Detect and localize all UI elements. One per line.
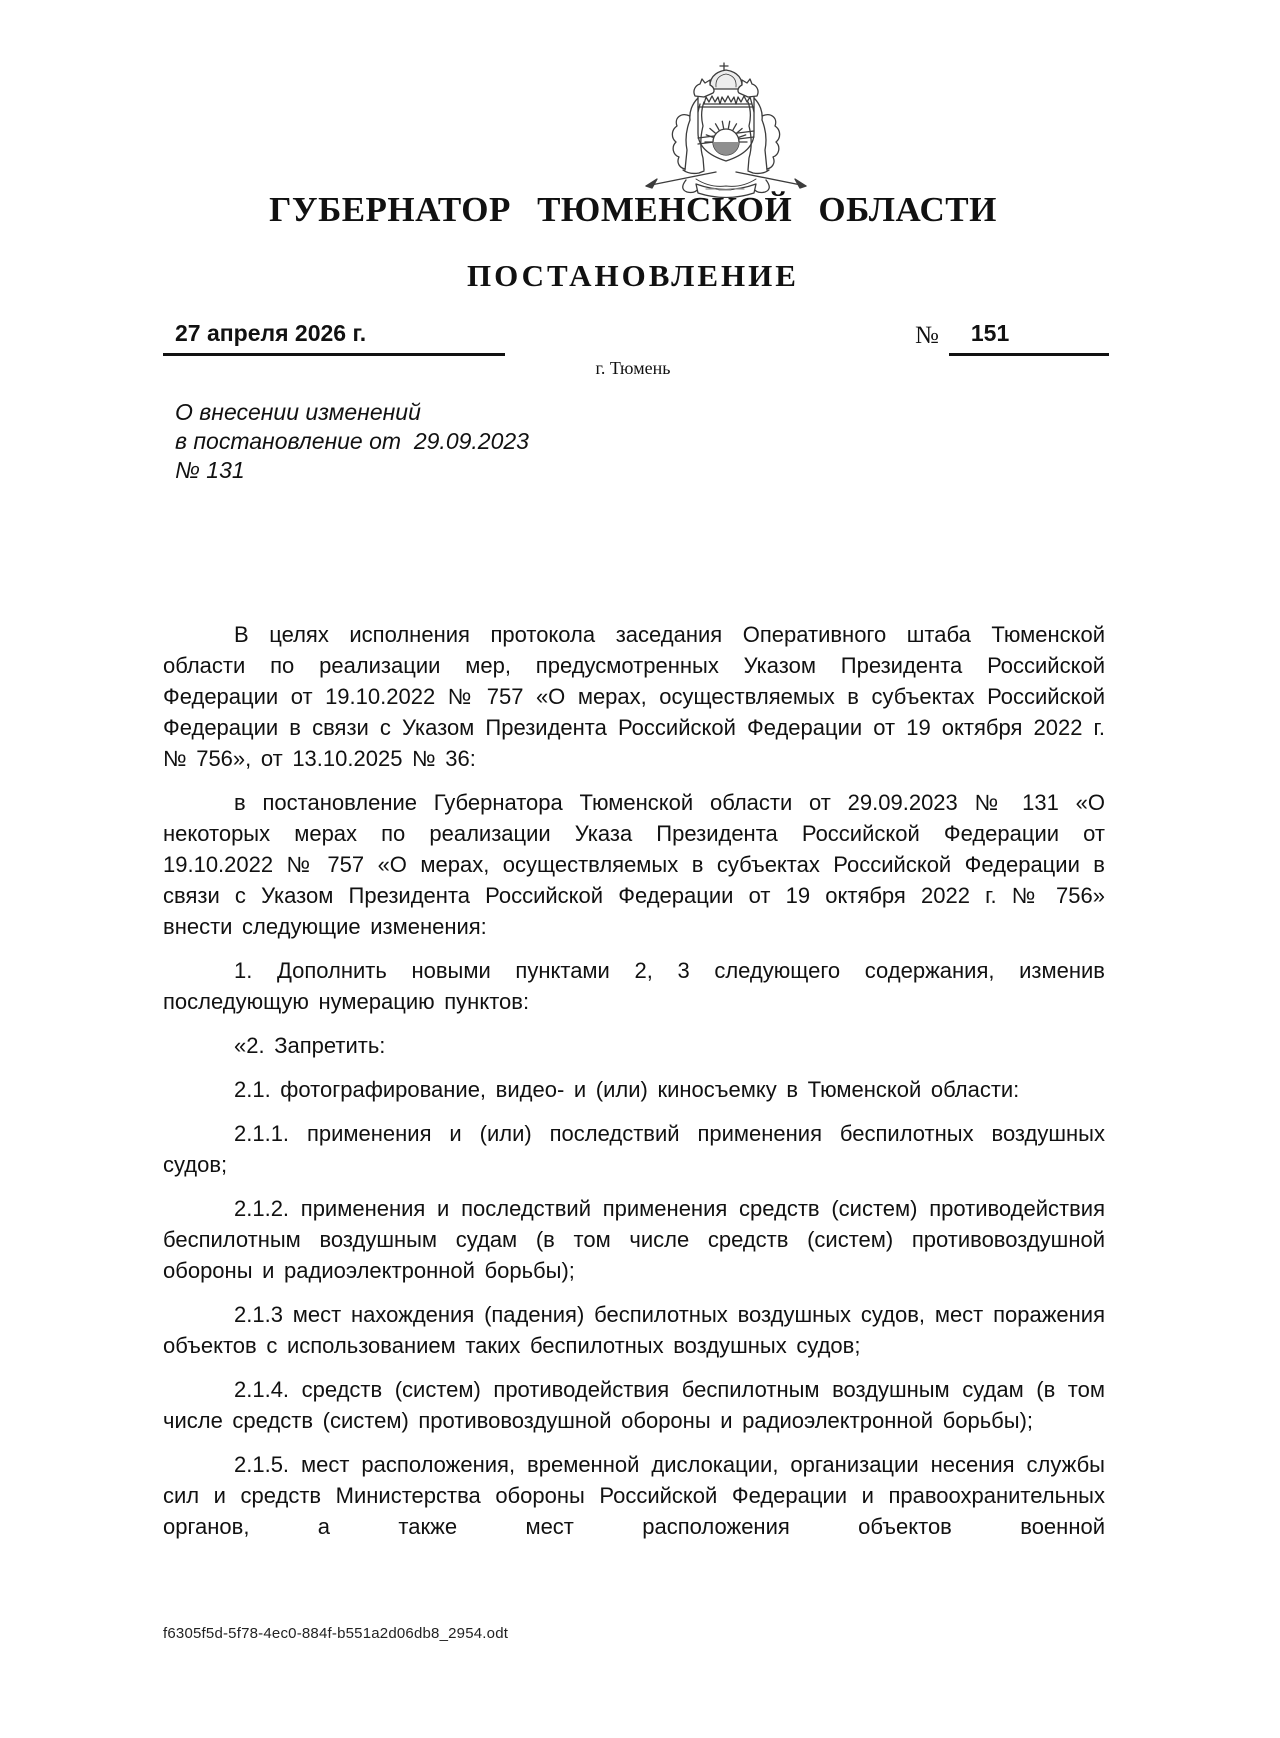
subject-line: О внесении изменений: [175, 399, 421, 425]
crossed-arrows: [646, 172, 806, 188]
body-paragraph: 1. Дополнить новыми пунктами 2, 3 следующего содержания, изменив последующую нумерацию пунктов:: [163, 958, 1105, 1014]
number-sign: №: [915, 322, 939, 349]
city-label: г. Тюмень: [595, 358, 671, 378]
body-paragraph: «2. Запретить:: [234, 1033, 386, 1058]
document-subject: [175, 398, 529, 485]
body-paragraph: 2.1.4. средств (систем) противодействия беспилотным воздушным судам (в том числе средств (систем) противовоздушной обороны и радиоэлектронной борьбы);: [163, 1377, 1105, 1433]
body-paragraph: 2.1. фотографирование, видео- и (или) киносъемку в Тюменской области:: [234, 1077, 1020, 1102]
body-paragraph: В целях исполнения протокола заседания Оперативного штаба Тюменской области по реализации мер, предусмотренных Указом Президента Российской Федерации от 19.10.2022 № 757 «О мерах, осуществляемых в субъектах Российской Федерации в связи с Указом Президента Российской Федерации от 19 октября 2022 г. № 756», от 13.10.2025 № 36:: [163, 622, 1105, 771]
body-paragraph: 2.1.5. мест расположения, временной дислокации, организации несения службы сил и средств Министерства обороны Российской Федерации и правоохранительных органов, а также мест расположения объектов военной: [163, 1452, 1105, 1539]
body-paragraph: 2.1.3 мест нахождения (падения) беспилотных воздушных судов, мест поражения объектов с использованием таких беспилотных воздушных судов;: [163, 1302, 1105, 1358]
footer-filename: f6305f5d-5f78-4ec0-884f-b551a2d06db8_2954.odt: [163, 1625, 509, 1642]
body-paragraph: 2.1.2. применения и последствий применения средств (систем) противодействия беспилотным воздушным судам (в том числе средств (систем) противовоздушной обороны и радиоэлектронной борьбы);: [163, 1196, 1105, 1283]
issuing-authority-title: ГУБЕРНАТОР ТЮМЕНСКОЙ ОБЛАСТИ: [269, 190, 997, 229]
crown-icon: [707, 63, 745, 90]
subject-line: в постановление от 29.09.2023: [175, 428, 529, 454]
document-body: [163, 619, 1105, 1555]
decree-date: 27 апреля 2026 г.: [163, 320, 505, 356]
shield: [698, 89, 754, 161]
decree-number: 151: [949, 320, 1109, 356]
body-paragraph: 2.1.1. применения и (или) последствий применения беспилотных воздушных судов;: [163, 1121, 1105, 1177]
document-type-title: ПОСТАНОВЛЕНИЕ: [467, 258, 799, 293]
body-paragraph: в постановление Губернатора Тюменской области от 29.09.2023 № 131 «О некоторых мерах по реализации Указа Президента Российской Федерации от 19.10.2022 № 757 «О мерах, осуществляемых в субъектах Российской Федерации в связи с Указом Президента Российской Федерации от 19 октября 2022 г. № 756» внести следующие изменения:: [163, 790, 1105, 939]
tyumen-oblast-coat-of-arms-icon: [638, 58, 818, 198]
coat-of-arms-svg: [638, 58, 818, 198]
decree-number-group: [915, 320, 1109, 356]
subject-line: № 131: [175, 457, 245, 483]
